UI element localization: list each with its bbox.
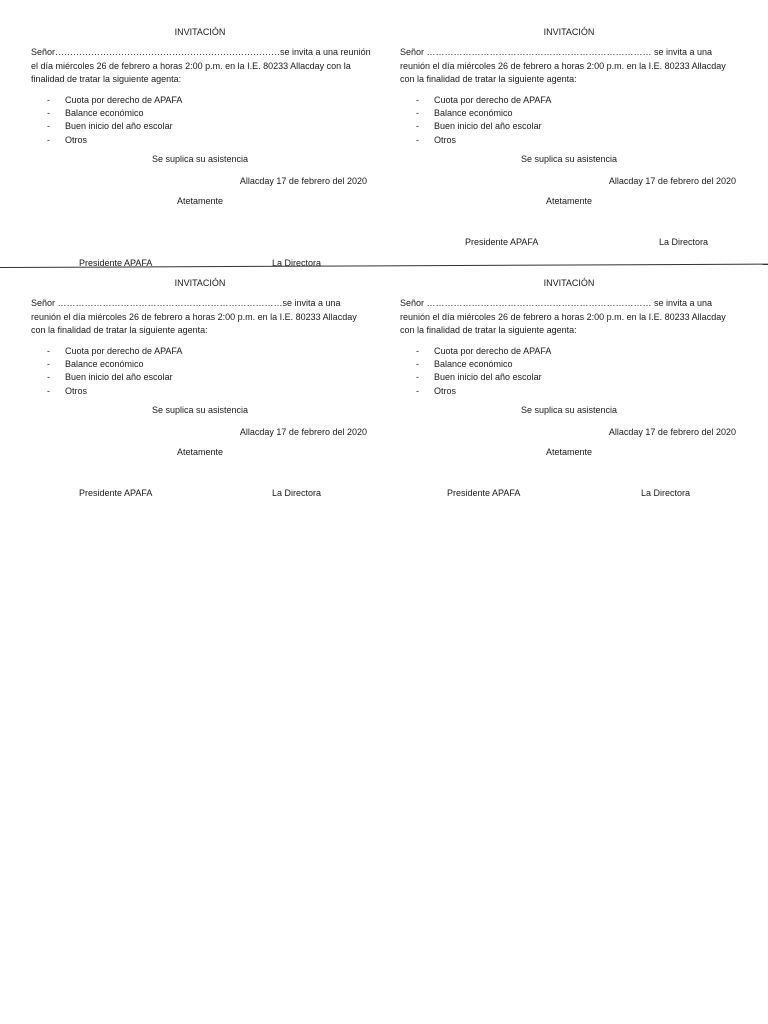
agenda-item-label: Balance económico bbox=[434, 359, 513, 370]
place-date: Allacday 17 de febrero del 2020 bbox=[608, 176, 736, 186]
bullet-dash: - bbox=[47, 359, 50, 370]
agenda-list bbox=[47, 345, 182, 398]
signature-president: Presidente APAFA bbox=[465, 237, 539, 247]
agenda-item bbox=[416, 94, 551, 107]
place-date: Allacday 17 de febrero del 2020 bbox=[239, 427, 367, 437]
bullet-dash: - bbox=[416, 346, 419, 356]
agenda-item-label: Buen inicio del año escolar bbox=[65, 372, 173, 383]
signature-president: Presidente APAFA bbox=[79, 258, 153, 268]
invitation-body: Señor ………………………………………………………………… se invita a una reunión el día miércoles 26 de febrero a horas 2:00 p.m. en la I.E. 80233 Allacday con la finalidad de tratar la siguiente agenta: bbox=[400, 47, 726, 84]
place-date: Allacday 17 de febrero del 2020 bbox=[608, 427, 736, 437]
agenda-item bbox=[47, 358, 182, 371]
bullet-dash: - bbox=[47, 385, 50, 396]
agenda-item bbox=[47, 371, 182, 384]
agenda-list bbox=[416, 345, 551, 398]
agenda-item-label: Balance económico bbox=[434, 108, 513, 119]
agenda-item bbox=[416, 385, 551, 398]
agenda-item bbox=[416, 358, 551, 371]
bullet-dash: - bbox=[416, 372, 419, 383]
agenda-item bbox=[416, 107, 551, 120]
agenda-item-label: Buen inicio del año escolar bbox=[434, 372, 542, 383]
please-attend-text: Se suplica su asistencia bbox=[151, 154, 249, 164]
signature-director: La Directora bbox=[272, 258, 322, 268]
agenda-item bbox=[416, 134, 551, 147]
agenda-item bbox=[416, 120, 551, 133]
bullet-dash: - bbox=[47, 121, 50, 132]
agenda-item-label: Balance económico bbox=[65, 359, 144, 370]
agenda-item bbox=[47, 345, 182, 358]
agenda-item-label: Cuota por derecho de APAFA bbox=[434, 346, 552, 356]
agenda-item bbox=[47, 385, 182, 398]
agenda-list bbox=[47, 94, 182, 147]
signature-director: La Directora bbox=[659, 237, 709, 247]
agenda-item-label: Otros bbox=[65, 385, 88, 396]
agenda-item bbox=[47, 120, 182, 133]
agenda-item-label: Buen inicio del año escolar bbox=[434, 121, 542, 132]
please-attend-text: Se suplica su asistencia bbox=[520, 154, 618, 164]
invitation-body: Señor…………………………………………………………………se invita a una reunión el día miércoles 26 de febrero a horas 2:00 p.m. en la I.E. 80233 Allacday con la finalidad de tratar la siguiente agenta: bbox=[31, 47, 371, 84]
bullet-dash: - bbox=[416, 95, 419, 105]
agenda-item bbox=[47, 107, 182, 120]
please-attend-text: Se suplica su asistencia bbox=[520, 405, 618, 415]
bullet-dash: - bbox=[416, 121, 419, 132]
invitation-card-top-left bbox=[31, 27, 371, 267]
agenda-item bbox=[416, 371, 551, 384]
agenda-item-label: Cuota por derecho de APAFA bbox=[65, 346, 183, 356]
agenda-item-label: Cuota por derecho de APAFA bbox=[434, 95, 552, 105]
agenda-item-label: Cuota por derecho de APAFA bbox=[65, 95, 183, 105]
closing-text: Atetamente bbox=[176, 196, 224, 206]
signature-president: Presidente APAFA bbox=[447, 488, 521, 498]
agenda-item-label: Buen inicio del año escolar bbox=[65, 121, 173, 132]
bullet-dash: - bbox=[416, 134, 419, 145]
invitation-card-bottom-right bbox=[400, 278, 740, 518]
closing-text: Atetamente bbox=[176, 447, 224, 457]
invitation-card-top-right bbox=[400, 27, 740, 267]
bullet-dash: - bbox=[416, 108, 419, 119]
bullet-dash: - bbox=[47, 372, 50, 383]
closing-text: Atetamente bbox=[545, 196, 593, 206]
please-attend-text: Se suplica su asistencia bbox=[151, 405, 249, 415]
place-date: Allacday 17 de febrero del 2020 bbox=[239, 176, 367, 186]
bullet-dash: - bbox=[47, 346, 50, 356]
signature-director: La Directora bbox=[272, 488, 322, 498]
bullet-dash: - bbox=[416, 385, 419, 396]
invitation-title: INVITACIÓN bbox=[543, 278, 595, 288]
invitation-body: Señor ………………………………………………………………… se invita a una reunión el día miércoles 26 de febrero a horas 2:00 p.m. en la I.E. 80233 Allacday con la finalidad de tratar la siguiente agenta: bbox=[400, 298, 726, 335]
invitation-title: INVITACIÓN bbox=[174, 27, 226, 37]
bullet-dash: - bbox=[47, 95, 50, 105]
agenda-item bbox=[47, 94, 182, 107]
invitation-title: INVITACIÓN bbox=[174, 278, 226, 288]
agenda-item-label: Otros bbox=[434, 385, 457, 396]
bullet-dash: - bbox=[47, 134, 50, 145]
signature-director: La Directora bbox=[641, 488, 691, 498]
agenda-item-label: Otros bbox=[434, 134, 457, 145]
invitation-body: Señor …………………………………………………………………se invita a una reunión el día miércoles 26 de febrero a horas 2:00 p.m. en la I.E. 80233 Allacday con la finalidad de tratar la siguiente agenta: bbox=[31, 298, 357, 335]
invitation-card-bottom-left bbox=[31, 278, 371, 518]
agenda-item-label: Otros bbox=[65, 134, 88, 145]
invitation-title: INVITACIÓN bbox=[543, 27, 595, 37]
bullet-dash: - bbox=[47, 108, 50, 119]
agenda-list bbox=[416, 94, 551, 147]
closing-text: Atetamente bbox=[545, 447, 593, 457]
bullet-dash: - bbox=[416, 359, 419, 370]
agenda-item-label: Balance económico bbox=[65, 108, 144, 119]
agenda-item bbox=[416, 345, 551, 358]
agenda-item bbox=[47, 134, 182, 147]
signature-president: Presidente APAFA bbox=[79, 488, 153, 498]
